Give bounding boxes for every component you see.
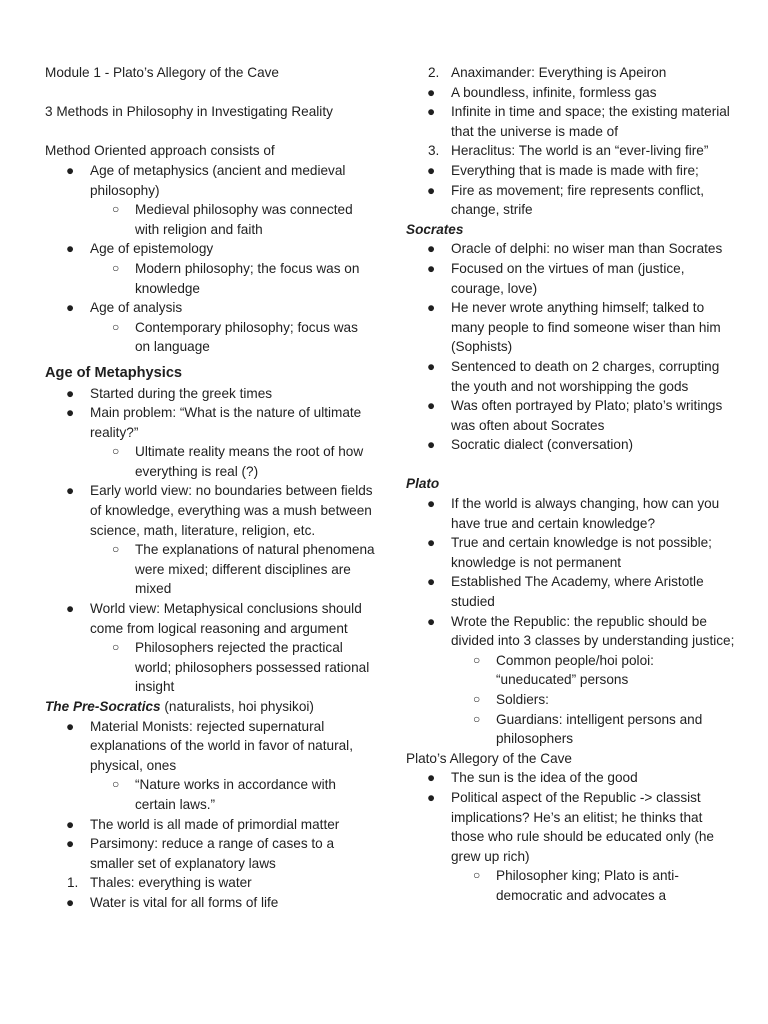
circle-bullet-icon: ○ (473, 652, 481, 667)
list-item: ○ Modern philosophy; the focus was on knowledge (112, 260, 360, 296)
list-item: ● Age of analysis (45, 298, 375, 318)
bullet-icon: ● (427, 300, 436, 316)
bullet-icon: ● (427, 496, 436, 512)
list-item: ● True and certain knowledge is not possible; knowledge is not permanent (427, 535, 712, 570)
method-intro: Method Oriented approach consists of (45, 143, 275, 159)
bullet-icon: ● (427, 84, 436, 100)
circle-bullet-icon: ○ (473, 868, 481, 883)
bullet-icon: ● (66, 405, 75, 421)
left-column (45, 63, 375, 913)
bullet-icon: ● (427, 574, 436, 590)
circle-bullet-icon: ○ (112, 202, 120, 217)
list-item: ● Sentenced to death on 2 charges, corrupting the youth and not worshipping the gods (427, 358, 720, 394)
bullet-icon: ● (66, 601, 75, 617)
circle-bullet-icon: ○ (112, 542, 120, 557)
bullet-icon: ● (427, 241, 436, 257)
list-item: ○ Philosophers rejected the practical world; philosophers possessed rational insight (112, 640, 370, 695)
list-item: ● Material Monists: rejected supernatural explanations of the world in favor of natural, physical, ones (66, 718, 353, 773)
bullet-icon: ● (427, 437, 436, 453)
bullet-icon: ● (66, 241, 75, 257)
bullet-icon: ● (66, 894, 75, 910)
list-item: ● Focused on the virtues of man (justice, courage, love) (427, 260, 685, 296)
bullet-icon: ● (66, 836, 75, 852)
list-item: ○ “Nature works in accordance with certain laws.” (112, 777, 336, 812)
circle-bullet-icon: ○ (112, 260, 120, 275)
list-item: ● Political aspect of the Republic -> classist implications? He’s an elitist; he thinks that those who rule should be educated only (he grew up rich) (427, 789, 714, 864)
list-item: ● Infinite in time and space; the existing material that the universe is made of (427, 104, 730, 139)
bullet-icon: ● (427, 358, 436, 374)
list-item: ○ Guardians: intelligent persons and philosophers (473, 711, 703, 747)
list-item: ○ Philosopher king; Plato is anti-democratic and advocates a (473, 868, 679, 903)
list-item: ● The sun is the idea of the good (406, 768, 736, 788)
circle-bullet-icon: ○ (112, 319, 120, 334)
bullet-icon: ● (427, 104, 436, 120)
list-item: ● The world is all made of primordial matter (45, 815, 375, 835)
bullet-icon: ● (427, 770, 436, 786)
circle-bullet-icon: ○ (112, 777, 120, 792)
bullet-icon: ● (427, 398, 436, 414)
bullet-icon: ● (427, 535, 436, 551)
list-item: ○ Soldiers: (406, 690, 736, 710)
circle-bullet-icon: ○ (112, 640, 120, 655)
section-heading: Age of Metaphysics (45, 364, 183, 381)
list-item: ● Age of epistemology (45, 239, 375, 259)
numbered-item: 2. Anaximander: Everything is Apeiron (406, 63, 736, 83)
circle-bullet-icon: ○ (473, 711, 481, 726)
list-item: ● Age of metaphysics (ancient and medieval philosophy) (66, 162, 346, 198)
list-item: ● Main problem: “What is the nature of ultimate reality?” (66, 405, 362, 440)
list-item: ○ The explanations of natural phenomena were mixed; different disciplines are mixed (112, 542, 375, 597)
list-item: ● Early world view: no boundaries between fields of knowledge, everything was a mush between science, math, literature, religion, etc. (66, 483, 373, 538)
socrates-heading: Socrates (406, 221, 464, 237)
bullet-icon: ● (66, 718, 75, 734)
number-marker: 2. (428, 65, 440, 80)
bullet-icon: ● (66, 483, 75, 499)
list-item: ● If the world is always changing, how can you have true and certain knowledge? (427, 496, 720, 531)
list-item: ● Was often portrayed by Plato; plato’s writings was often about Socrates (427, 398, 723, 433)
methods-line: 3 Methods in Philosophy in Investigating Reality (45, 104, 333, 120)
doc-title: Module 1 - Plato’s Allegory of the Cave (45, 65, 279, 80)
list-item: ● Established The Academy, where Aristotle studied (427, 574, 704, 610)
number-marker: 3. (428, 143, 440, 159)
list-item: ● He never wrote anything himself; talked to many people to find someone wiser than him (Sophists) (427, 300, 721, 355)
bullet-icon: ● (427, 260, 436, 276)
list-item: ● Water is vital for all forms of life (45, 893, 375, 913)
list-item: ○ Contemporary philosophy; focus was on language (112, 319, 358, 355)
bullet-icon: ● (427, 613, 436, 629)
bullet-icon: ● (427, 162, 436, 178)
presocratics-line: The Pre-Socratics (naturalists, hoi physikoi) (45, 699, 314, 714)
bullet-icon: ● (66, 816, 75, 832)
circle-bullet-icon: ○ (112, 444, 120, 459)
list-item: ○ Medieval philosophy was connected with religion and faith (112, 202, 353, 237)
allegory-heading: Plato’s Allegory of the Cave (406, 750, 572, 766)
bullet-icon: ● (66, 385, 75, 401)
list-item: ● Wrote the Republic: the republic should be divided into 3 classes by understanding justice; (427, 613, 735, 649)
number-marker: 1. (67, 875, 79, 891)
list-item: ● Started during the greek times (45, 384, 375, 404)
list-item: ○ Ultimate reality means the root of how everything is real (?) (112, 444, 364, 479)
list-item: ● A boundless, infinite, formless gas (406, 83, 736, 103)
list-item: ● World view: Metaphysical conclusions should come from logical reasoning and argument (66, 601, 362, 636)
list-item: ● Everything that is made is made with fire; (406, 161, 736, 181)
numbered-item: 1. Thales: everything is water (45, 873, 375, 893)
numbered-item: 3. Heraclitus: The world is an “ever-living fire” (406, 141, 736, 161)
right-column (406, 63, 736, 906)
list-item: ● Oracle of delphi: no wiser man than Socrates (406, 239, 736, 259)
bullet-icon: ● (427, 182, 436, 198)
list-item: ● Parsimony: reduce a range of cases to a smaller set of explanatory laws (66, 836, 335, 871)
plato-heading: Plato (406, 476, 440, 492)
bullet-icon: ● (66, 162, 75, 178)
bullet-icon: ● (427, 789, 436, 805)
list-item: ○ Common people/hoi poloi: “uneducated” persons (473, 652, 654, 688)
circle-bullet-icon: ○ (473, 692, 481, 706)
list-item: ● Socratic dialect (conversation) (406, 435, 736, 455)
bullet-icon: ● (66, 300, 75, 316)
list-item: ● Fire as movement; fire represents conflict, change, strife (427, 182, 705, 218)
presocratics-label: The Pre-Socratics (45, 699, 161, 714)
